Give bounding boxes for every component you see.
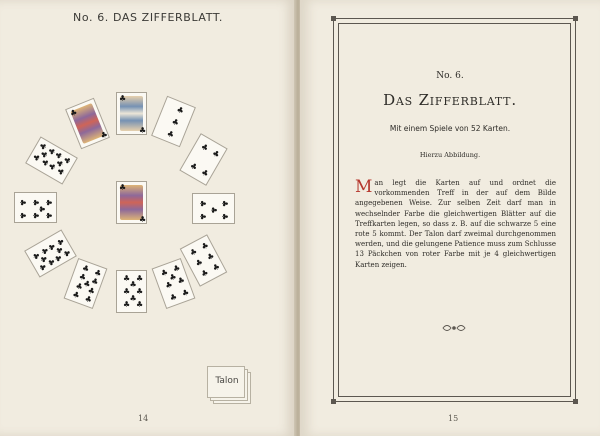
club-pip-icon: ♣ [168, 291, 179, 303]
club-pip-icon: ♣ [89, 276, 100, 288]
club-pip-icon: ♣ [163, 279, 174, 291]
club-pip-icon: ♣ [205, 251, 216, 263]
club-pip-icon: ♣ [68, 107, 79, 119]
club-pip-icon: ♣ [36, 262, 49, 273]
club-pip-icon: ♣ [188, 160, 200, 173]
club-pip-icon: ♣ [45, 257, 57, 268]
club-pip-icon: ♣ [30, 250, 42, 262]
card-five-clubs [192, 193, 235, 224]
club-pip-icon: ♣ [55, 166, 67, 178]
right-page-number: 15 [448, 414, 459, 423]
talon-label: Talon [215, 376, 239, 386]
card-king-clubs [116, 181, 147, 224]
club-pip-icon: ♣ [136, 274, 144, 283]
frame-corner-ornament [331, 399, 336, 404]
club-pip-icon: ♣ [45, 241, 58, 253]
club-pip-icon: ♣ [199, 267, 211, 280]
club-pip-icon: ♣ [209, 206, 218, 214]
club-pip-icon: ♣ [129, 280, 137, 289]
club-pip-icon: ♣ [38, 149, 51, 160]
card-seven-clubs-b [14, 192, 57, 223]
club-pip-icon: ♣ [77, 271, 88, 283]
club-pip-icon: ♣ [199, 167, 211, 179]
left-page-title: No. 6. DAS ZIFFERBLATT. [73, 11, 223, 24]
club-pip-icon: ♣ [119, 183, 127, 192]
club-pip-icon: ♣ [198, 200, 207, 208]
club-pip-icon: ♣ [139, 126, 147, 135]
club-pip-icon: ♣ [199, 141, 211, 154]
club-pip-icon: ♣ [53, 150, 65, 161]
club-pip-icon: ♣ [61, 155, 74, 166]
game-title: Das Zifferblatt. [383, 91, 517, 109]
rules-text: an legt die Karten auf und ordnet die vorkommenden Treff in der auf dem Bilde angegebenen Weise. Zur selben Zeit darf man in wechselnder Farbe die gleichwertigen Blätter auf die Treffkarten legen, so dass z. B. auf die schwarze 5 eine rote 5 kommt. Der Talon darf zweimal durchgenommen werden, und die gelungene Patience muss zum Schlusse 13 Päckchen von roter Farbe mit je 4 gleichwertigen Karten zeigen. [355, 179, 556, 269]
club-pip-icon: ♣ [60, 248, 73, 259]
club-pip-icon: ♣ [71, 289, 82, 301]
club-pip-icon: ♣ [54, 236, 66, 248]
club-pip-icon: ♣ [31, 199, 40, 207]
club-pip-icon: ♣ [170, 116, 181, 128]
club-pip-icon: ♣ [39, 157, 52, 169]
club-pip-icon: ♣ [210, 261, 222, 273]
club-pip-icon: ♣ [198, 213, 207, 221]
card-eight-clubs [116, 270, 147, 313]
frame-corner-ornament [573, 399, 578, 404]
club-pip-icon: ♣ [220, 200, 229, 208]
club-pip-icon: ♣ [136, 287, 144, 296]
club-pip-icon: ♣ [31, 212, 40, 220]
club-pip-icon: ♣ [171, 263, 182, 274]
club-pip-icon: ♣ [37, 141, 50, 152]
club-pip-icon: ♣ [136, 300, 144, 309]
club-pip-icon: ♣ [176, 275, 187, 287]
club-pip-icon: ♣ [37, 205, 46, 213]
club-pip-icon: ♣ [99, 129, 110, 141]
club-pip-icon: ♣ [220, 213, 229, 221]
club-pip-icon: ♣ [74, 281, 85, 292]
club-pip-icon: ♣ [129, 294, 137, 303]
club-pip-icon: ♣ [159, 267, 170, 279]
club-pip-icon: ♣ [210, 148, 222, 160]
rules-paragraph [355, 178, 556, 270]
ornament-icon [441, 322, 467, 334]
club-pip-icon: ♣ [82, 278, 92, 290]
club-pip-icon: ♣ [123, 287, 131, 296]
club-pip-icon: ♣ [18, 212, 27, 220]
drop-cap: M [355, 177, 373, 197]
club-pip-icon: ♣ [46, 146, 58, 157]
club-pip-icon: ♣ [52, 253, 64, 264]
frame-corner-ornament [331, 16, 336, 21]
illustration-note: Hierzu Abbildung. [419, 151, 481, 159]
club-pip-icon: ♣ [80, 263, 91, 275]
club-pip-icon: ♣ [38, 245, 51, 257]
club-pip-icon: ♣ [44, 212, 53, 220]
club-pip-icon: ♣ [53, 245, 65, 256]
club-pip-icon: ♣ [165, 128, 176, 140]
club-pip-icon: ♣ [44, 199, 53, 207]
club-pip-icon: ♣ [175, 104, 186, 116]
talon-card-top [207, 366, 245, 398]
frame-corner-ornament [573, 16, 578, 21]
club-pip-icon: ♣ [123, 300, 131, 309]
game-subtitle: Mit einem Spiele von 52 Karten. [389, 124, 511, 133]
club-pip-icon: ♣ [18, 199, 27, 207]
left-page-number: 14 [138, 414, 149, 423]
club-pip-icon: ♣ [180, 287, 191, 299]
club-pip-icon: ♣ [199, 240, 211, 252]
club-pip-icon: ♣ [31, 152, 43, 164]
talon-pile [207, 366, 251, 406]
club-pip-icon: ♣ [193, 257, 205, 269]
card-queen-clubs [116, 92, 147, 135]
club-pip-icon: ♣ [83, 293, 94, 305]
club-pip-icon: ♣ [54, 158, 66, 169]
club-pip-icon: ♣ [46, 161, 59, 173]
club-pip-icon: ♣ [139, 215, 147, 224]
club-pip-icon: ♣ [92, 267, 103, 279]
club-pip-icon: ♣ [123, 274, 131, 283]
game-number: No. 6. [436, 71, 464, 81]
club-pip-icon: ♣ [37, 254, 50, 265]
club-pip-icon: ♣ [86, 285, 97, 297]
club-pip-icon: ♣ [188, 246, 199, 258]
club-pip-icon: ♣ [119, 94, 127, 103]
club-pip-icon: ♣ [168, 271, 178, 283]
